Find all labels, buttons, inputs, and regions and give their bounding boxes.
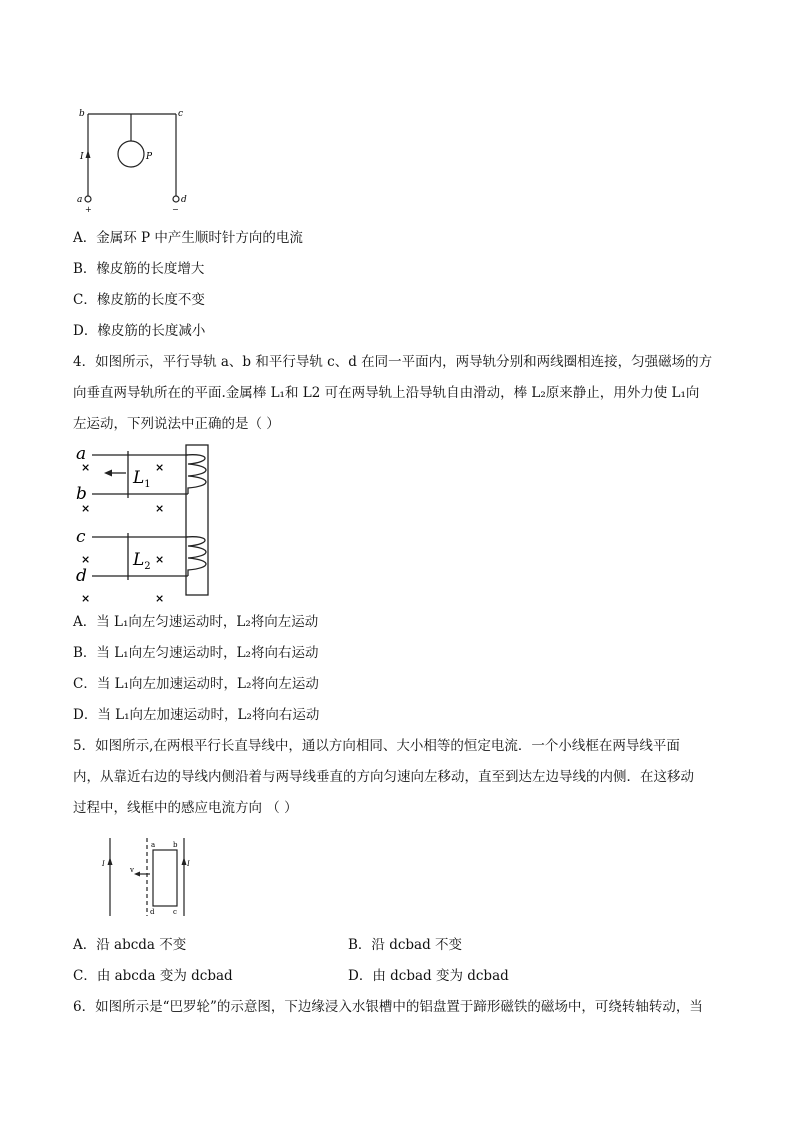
q4-field-cross: × bbox=[81, 461, 91, 474]
q5-fig-label-I-left: I bbox=[102, 860, 105, 868]
q4-option-a: A．当 L₁向左匀速运动时，L₂将向左运动 bbox=[73, 614, 319, 630]
q5-fig-label-v: v bbox=[130, 866, 134, 874]
q5-fig-label-b: b bbox=[173, 841, 178, 849]
q5-option-d: D．由 dcbad 变为 dcbad bbox=[348, 968, 509, 984]
q5-fig-label-c: c bbox=[173, 908, 177, 916]
fig1-label-minus: − bbox=[172, 205, 179, 214]
q4-field-cross: × bbox=[81, 553, 91, 566]
q3-option-d: D．橡皮筋的长度减小 bbox=[73, 323, 206, 339]
fig1-label-P: P bbox=[146, 152, 153, 162]
fig1-label-plus: + bbox=[85, 205, 92, 214]
q4-field-cross: × bbox=[155, 461, 165, 474]
q4-field-cross: × bbox=[155, 502, 165, 515]
q4-option-d: D．当 L₁向左加速运动时，L₂将向右运动 bbox=[73, 707, 320, 723]
fig1-label-I: I bbox=[80, 152, 84, 162]
q4-stem-line-3: 左运动，下列说法中正确的是（ ） bbox=[73, 416, 280, 432]
q4-fig-label-d: d bbox=[76, 566, 87, 586]
q5-stem-line-3: 过程中，线框中的感应电流方向 （ ） bbox=[73, 800, 298, 816]
q4-fig-label-L2: $L_2$ bbox=[133, 550, 151, 572]
q4-stem-line-2: 向垂直两导轨所在的平面.金属棒 L₁和 L2 可在两导轨上沿导轨自由滑动，棒 L₂原来静止，用外力使 L₁向 bbox=[73, 385, 700, 401]
q4-stem-line-1: 4．如图所示，平行导轨 a、b 和平行导轨 c、d 在同一平面内，两导轨分别和两线圈相连接，匀强磁场的方 bbox=[73, 354, 713, 370]
fig1-label-b: b bbox=[79, 109, 85, 119]
q4-field-cross: × bbox=[155, 553, 165, 566]
q4-fig-label-a: a bbox=[76, 444, 87, 464]
q5-fig-label-a: a bbox=[151, 841, 156, 849]
q5-stem-line-1: 5．如图所示,在两根平行长直导线中，通以方向相同、大小相等的恒定电流．一个小线框在两导线平面 bbox=[73, 738, 680, 754]
q5-fig-label-I-right: I bbox=[187, 860, 190, 868]
q4-field-cross: × bbox=[81, 502, 91, 515]
q4-option-b: B．当 L₁向左匀速运动时，L₂将向右运动 bbox=[73, 645, 319, 661]
q5-option-a: A．沿 abcda 不变 bbox=[73, 937, 187, 953]
q4-field-cross: × bbox=[81, 592, 91, 605]
q4-fig-label-c: c bbox=[76, 527, 86, 547]
q4-field-cross: × bbox=[155, 592, 165, 605]
q5-option-b: B．沿 dcbad 不变 bbox=[348, 937, 463, 953]
q6-stem-line-1: 6．如图所示是“巴罗轮”的示意图，下边缘浸入水银槽中的铝盘置于蹄形磁铁的磁场中，可绕转轴转动，当 bbox=[73, 999, 703, 1015]
fig1-label-d: d bbox=[181, 195, 187, 205]
q3-option-b: B．橡皮筋的长度增大 bbox=[73, 261, 205, 277]
q5-fig-label-d: d bbox=[150, 908, 155, 916]
fig1-label-c: c bbox=[178, 109, 184, 119]
q4-fig-label-b: b bbox=[76, 484, 87, 504]
q5-stem-line-2: 内，从靠近右边的导线内侧沿着与两导线垂直的方向匀速向左移动，直至到达左边导线的内侧．在这移动 bbox=[73, 769, 694, 785]
q3-option-a: A．金属环 P 中产生顺时针方向的电流 bbox=[73, 230, 303, 246]
fig1-label-a: a bbox=[77, 195, 83, 205]
q4-fig-label-L1: $L_1$ bbox=[133, 468, 151, 490]
q4-option-c: C．当 L₁向左加速运动时，L₂将向左运动 bbox=[73, 676, 319, 692]
q3-option-c: C．橡皮筋的长度不变 bbox=[73, 292, 205, 308]
q5-option-c: C．由 abcda 变为 dcbad bbox=[73, 968, 233, 984]
